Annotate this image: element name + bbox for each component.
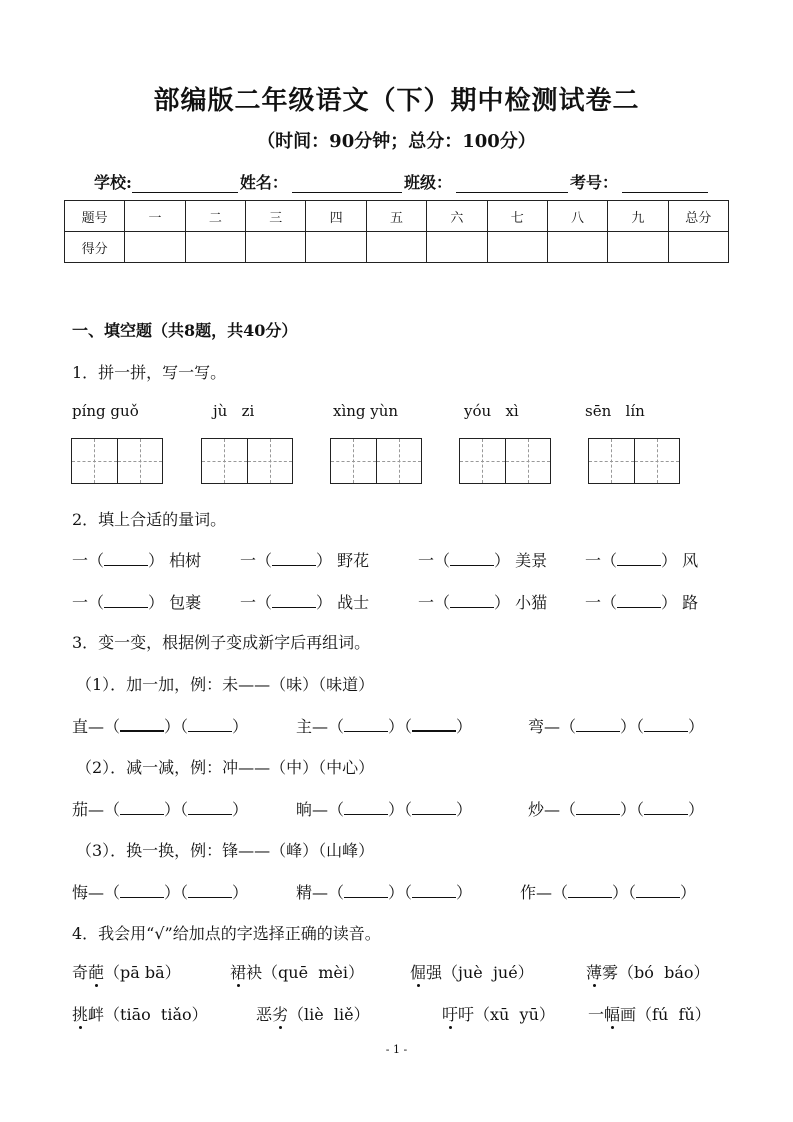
- measure-word-item: 一（ ） 战士: [240, 593, 370, 612]
- exam-subtitle: （时间：90分钟；总分：100分）: [257, 131, 536, 152]
- answer-blank[interactable]: [104, 593, 148, 608]
- score-cell[interactable]: [608, 232, 668, 263]
- name-field[interactable]: [292, 174, 402, 193]
- score-header-cell: 四: [306, 201, 366, 232]
- writing-grid[interactable]: [201, 438, 293, 484]
- pronunciation-item[interactable]: 恶劣（liè liě）: [256, 1005, 370, 1024]
- score-header-cell: 五: [366, 201, 426, 232]
- pinyin-label: yóu xì: [464, 402, 519, 420]
- answer-blank[interactable]: [272, 551, 316, 566]
- transform-item: 茄—（ ）（ ）: [72, 800, 249, 819]
- writing-grid[interactable]: [459, 438, 551, 484]
- pinyin-label: sēn lín: [585, 402, 645, 420]
- score-header-cell: 三: [246, 201, 306, 232]
- answer-blank[interactable]: [120, 883, 164, 898]
- score-header-cell: 八: [547, 201, 607, 232]
- measure-word-item: 一（ ） 柏树: [72, 551, 202, 570]
- transform-item: 作—（ ）（ ）: [520, 883, 697, 902]
- score-header-cell: 题号: [65, 201, 125, 232]
- score-header-cell: 七: [487, 201, 547, 232]
- answer-blank[interactable]: [188, 717, 232, 732]
- exam-no-label: 考号：: [569, 173, 618, 192]
- measure-word-item: 一（ ） 风: [585, 551, 699, 570]
- pronunciation-item[interactable]: 挑衅（tiāo tiǎo）: [72, 1005, 208, 1024]
- pronunciation-item[interactable]: 薄雾（bó báo）: [586, 963, 710, 982]
- score-header-cell: 二: [185, 201, 245, 232]
- example-line: （2）．减一减，例：冲——（中）（中心）: [76, 758, 375, 777]
- score-cell[interactable]: [125, 232, 185, 263]
- answer-blank[interactable]: [344, 883, 388, 898]
- section-heading: 一、填空题（共8题，共40分）: [72, 321, 298, 340]
- measure-word-item: 一（ ） 美景: [418, 551, 548, 570]
- school-field[interactable]: [132, 174, 238, 193]
- question-4-title: 4．我会用“√”给加点的字选择正确的读音。: [72, 924, 381, 943]
- score-cell[interactable]: [427, 232, 487, 263]
- pronunciation-item[interactable]: 奇葩（pā bā）: [72, 963, 181, 982]
- transform-item: 直—（ ）（ ）: [72, 717, 249, 736]
- answer-blank[interactable]: [644, 717, 688, 732]
- transform-item: 主—（ ）（ ）: [296, 717, 473, 736]
- score-header-cell: 六: [427, 201, 487, 232]
- score-cell[interactable]: [246, 232, 306, 263]
- answer-blank[interactable]: [272, 593, 316, 608]
- answer-blank[interactable]: [576, 717, 620, 732]
- score-table-header-row: [65, 201, 729, 232]
- score-cell[interactable]: [306, 232, 366, 263]
- name-label: 姓名：: [239, 173, 288, 192]
- pronunciation-item[interactable]: 吁吁（xū yū）: [442, 1005, 555, 1024]
- question-3-title: 3．变一变，根据例子变成新字后再组词。: [72, 633, 371, 652]
- answer-blank[interactable]: [644, 800, 688, 815]
- transform-item: 炒—（ ）（ ）: [528, 800, 705, 819]
- answer-blank[interactable]: [120, 800, 164, 815]
- score-cell[interactable]: [487, 232, 547, 263]
- answer-blank[interactable]: [568, 883, 612, 898]
- pronunciation-item[interactable]: 裙袂（quē mèi）: [230, 963, 364, 982]
- transform-item: 晌—（ ）（ ）: [296, 800, 473, 819]
- measure-word-item: 一（ ） 路: [585, 593, 699, 612]
- answer-blank[interactable]: [344, 717, 388, 732]
- transform-item: 弯—（ ）（ ）: [528, 717, 705, 736]
- answer-blank[interactable]: [450, 551, 494, 566]
- writing-grid[interactable]: [330, 438, 422, 484]
- score-cell[interactable]: [668, 232, 728, 263]
- writing-grid[interactable]: [588, 438, 680, 484]
- answer-blank[interactable]: [188, 800, 232, 815]
- answer-blank[interactable]: [617, 551, 661, 566]
- score-table-score-row: [65, 232, 729, 263]
- example-line: （1）．加一加，例：未——（味）（味道）: [76, 675, 375, 694]
- answer-blank[interactable]: [344, 800, 388, 815]
- score-cell[interactable]: [185, 232, 245, 263]
- transform-item: 悔—（ ）（ ）: [72, 883, 249, 902]
- example-line: （3）．换一换，例：锋——（峰）（山峰）: [76, 841, 375, 860]
- answer-blank[interactable]: [412, 716, 456, 732]
- pronunciation-item[interactable]: 倔强（juè jué）: [410, 963, 534, 982]
- measure-word-item: 一（ ） 野花: [240, 551, 370, 570]
- answer-blank[interactable]: [617, 593, 661, 608]
- score-header-cell: 总分: [668, 201, 728, 232]
- pinyin-label: jù zi: [213, 402, 255, 420]
- pinyin-label: píng guǒ: [72, 402, 139, 420]
- exam-no-field[interactable]: [622, 174, 708, 193]
- measure-word-item: 一（ ） 包裹: [72, 593, 202, 612]
- answer-blank[interactable]: [576, 800, 620, 815]
- score-header-cell: 九: [608, 201, 668, 232]
- answer-blank[interactable]: [120, 716, 164, 732]
- student-info: [94, 170, 710, 193]
- answer-blank[interactable]: [636, 883, 680, 898]
- pronunciation-item[interactable]: 一幅画（fú fǔ）: [588, 1005, 711, 1024]
- question-1-title: 1．拼一拼，写一写。: [72, 363, 227, 382]
- score-header-cell: 一: [125, 201, 185, 232]
- transform-item: 精—（ ）（ ）: [296, 883, 473, 902]
- score-table: [64, 200, 729, 263]
- class-label: 班级：: [403, 173, 452, 192]
- measure-word-item: 一（ ） 小猫: [418, 593, 548, 612]
- answer-blank[interactable]: [450, 593, 494, 608]
- answer-blank[interactable]: [412, 800, 456, 815]
- answer-blank[interactable]: [188, 883, 232, 898]
- answer-blank[interactable]: [412, 883, 456, 898]
- pinyin-label: xìng yùn: [333, 402, 399, 420]
- class-field[interactable]: [456, 174, 568, 193]
- writing-grid[interactable]: [71, 438, 163, 484]
- page-number: - 1 -: [385, 1043, 408, 1056]
- score-cell[interactable]: [366, 232, 426, 263]
- score-cell[interactable]: [547, 232, 607, 263]
- question-2-title: 2．填上合适的量词。: [72, 510, 227, 529]
- school-label: 学校:: [94, 173, 132, 192]
- score-row-label: 得分: [65, 232, 125, 263]
- page-title: 部编版二年级语文（下）期中检测试卷二: [153, 86, 640, 116]
- answer-blank[interactable]: [104, 551, 148, 566]
